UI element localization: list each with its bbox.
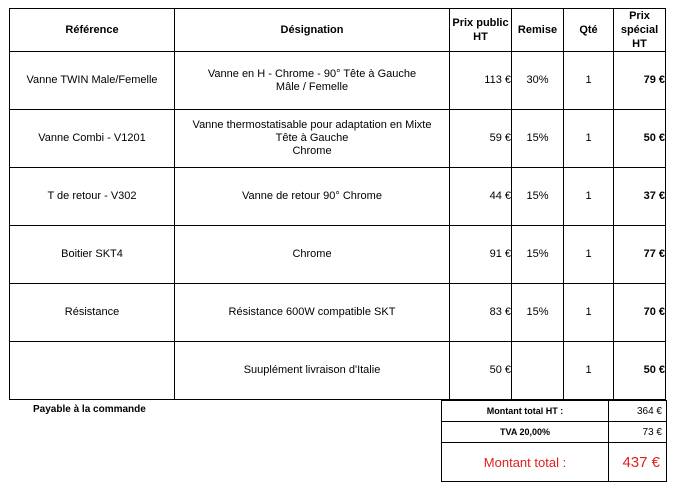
header-qte: Qté — [564, 9, 614, 52]
header-prix-public-line2: HT — [473, 31, 488, 43]
designation-line: Tête à Gauche — [275, 132, 349, 144]
cell-prix-special: 70 € — [614, 284, 666, 342]
cell-reference: Résistance — [10, 284, 175, 342]
header-prix-special — [614, 9, 666, 52]
cell-qte: 1 — [564, 168, 614, 226]
cell-qte: 1 — [564, 284, 614, 342]
cell-designation — [175, 342, 450, 400]
tva-value: 73 € — [609, 422, 667, 443]
designation-line: Résistance 600W compatible SKT — [228, 306, 396, 318]
cell-reference: Boitier SKT4 — [10, 226, 175, 284]
designation-line: Vanne en H - Chrome - 90° Tête à Gauche — [207, 67, 417, 80]
cell-prix-public: 91 € — [450, 226, 512, 284]
designation-line: Suuplément livraison d'Italie — [243, 364, 381, 376]
table-header-row — [10, 9, 666, 52]
cell-remise — [512, 342, 564, 400]
cell-remise: 15% — [512, 168, 564, 226]
cell-prix-public: 83 € — [450, 284, 512, 342]
table-row — [10, 110, 666, 168]
quote-table-wrapper — [9, 8, 665, 400]
cell-prix-special: 50 € — [614, 342, 666, 400]
header-prix-public-line1: Prix public — [452, 17, 509, 29]
cell-reference: Vanne TWIN Male/Femelle — [10, 52, 175, 110]
cell-remise: 15% — [512, 110, 564, 168]
header-prix-special-line1: Prix — [629, 10, 650, 22]
cell-prix-public: 59 € — [450, 110, 512, 168]
grand-total-label: Montant total : — [442, 443, 609, 482]
totals-row-tva — [442, 422, 667, 443]
cell-remise: 30% — [512, 52, 564, 110]
totals-row-grand — [442, 443, 667, 482]
cell-qte: 1 — [564, 52, 614, 110]
cell-reference — [10, 342, 175, 400]
payment-terms: Payable à la commande — [33, 404, 146, 415]
designation-line: Vanne de retour 90° Chrome — [242, 190, 382, 202]
cell-remise: 15% — [512, 284, 564, 342]
cell-remise: 15% — [512, 226, 564, 284]
designation-line: Mâle / Femelle — [275, 80, 349, 93]
cell-prix-public: 113 € — [450, 52, 512, 110]
cell-designation — [175, 284, 450, 342]
tva-label: TVA 20,00% — [442, 422, 609, 443]
table-row — [10, 342, 666, 400]
table-row — [10, 168, 666, 226]
cell-prix-special: 79 € — [614, 52, 666, 110]
cell-prix-special: 37 € — [614, 168, 666, 226]
header-prix-special-line2: spécial HT — [620, 24, 659, 50]
cell-designation — [175, 168, 450, 226]
cell-designation — [175, 110, 450, 168]
totals-table — [441, 400, 667, 482]
header-reference: Référence — [10, 9, 175, 52]
total-ht-value: 364 € — [609, 401, 667, 422]
cell-prix-public: 44 € — [450, 168, 512, 226]
cell-qte: 1 — [564, 110, 614, 168]
total-ht-label: Montant total HT : — [442, 401, 609, 422]
cell-designation — [175, 226, 450, 284]
cell-reference: T de retour - V302 — [10, 168, 175, 226]
cell-qte: 1 — [564, 342, 614, 400]
header-prix-public — [450, 9, 512, 52]
cell-prix-special: 77 € — [614, 226, 666, 284]
quote-table — [9, 8, 666, 400]
table-row — [10, 226, 666, 284]
totals-row-ht — [442, 401, 667, 422]
designation-line: Chrome — [292, 145, 332, 157]
cell-designation — [175, 52, 450, 110]
grand-total-value: 437 € — [609, 443, 667, 482]
cell-prix-public: 50 € — [450, 342, 512, 400]
table-row — [10, 284, 666, 342]
table-row — [10, 52, 666, 110]
designation-line: Vanne thermostatisable pour adaptation en Mixte — [192, 119, 432, 131]
header-designation: Désignation — [175, 9, 450, 52]
designation-line: Chrome — [292, 248, 332, 260]
cell-prix-special: 50 € — [614, 110, 666, 168]
cell-qte: 1 — [564, 226, 614, 284]
cell-reference: Vanne Combi - V1201 — [10, 110, 175, 168]
header-remise: Remise — [512, 9, 564, 52]
